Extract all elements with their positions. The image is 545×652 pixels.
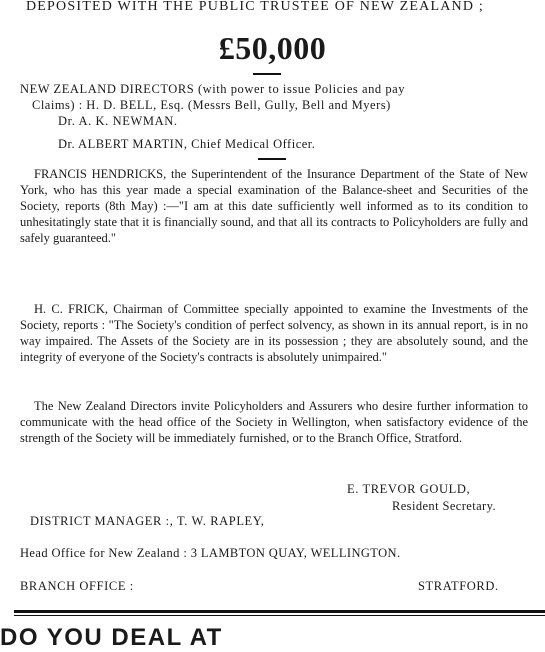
deposited-line: DEPOSITED WITH THE PUBLIC TRUSTEE OF NEW ZEALAND ; bbox=[26, 0, 484, 14]
district-manager: DISTRICT MANAGER :, T. W. RAPLEY, bbox=[30, 514, 265, 528]
directors-line-2: Claims) : H. D. BELL, Esq. (Messrs Bell, Gully, Bell and Myers) bbox=[32, 98, 391, 112]
amount-heading: £50,000 bbox=[218, 30, 327, 66]
frick-paragraph: H. C. FRICK, Chairman of Committee specially appointed to examine the Investments of the Society, reports : "The Society's condition of perfect solvency, as shown in its annual report, is in no way impaired. The Assets of the Society are in its possession ; they are absolutely sound, and the integrity of everyone of the Society's contracts is absolutely unimpaired." bbox=[20, 302, 528, 364]
bottom-rule-thin bbox=[14, 615, 545, 616]
head-office: Head Office for New Zealand : 3 LAMBTON QUAY, WELLINGTON. bbox=[20, 546, 401, 560]
bottom-rule-thick bbox=[14, 610, 545, 613]
short-rule-middle bbox=[258, 158, 286, 160]
branch-office-location: STRATFORD. bbox=[418, 579, 499, 593]
branch-office-label: BRANCH OFFICE : bbox=[20, 579, 134, 593]
hendricks-paragraph: FRANCIS HENDRICKS, the Superintendent of the Insurance Department of the State of New York, who has this year made a special examination of the Balance-sheet and Securities of the Society, reports (8th May) :—"I am at this date sufficiently well informed as to its condition to unhesitatingly state that it is financially sound, and that all its contracts to Policyholders are fully and safely guaranteed." bbox=[20, 167, 528, 245]
next-ad-heading: DO YOU DEAL AT bbox=[0, 624, 223, 651]
signature-name: E. TREVOR GOULD, bbox=[347, 482, 471, 496]
signature-title: Resident Secretary. bbox=[392, 499, 496, 513]
chief-medical-officer: Dr. ALBERT MARTIN, Chief Medical Officer. bbox=[58, 137, 316, 151]
directors-note-paragraph: The New Zealand Directors invite Policyholders and Assurers who desire further information to communicate with the head office of the Society in Wellington, when satisfactory evidence of the strength of the Society will be immediately furnished, or to the Branch Office, Stratford. bbox=[20, 399, 528, 445]
directors-line-1: NEW ZEALAND DIRECTORS (with power to issue Policies and pay bbox=[20, 82, 406, 96]
short-rule-top bbox=[253, 73, 281, 75]
directors-line-3: Dr. A. K. NEWMAN. bbox=[58, 114, 178, 128]
